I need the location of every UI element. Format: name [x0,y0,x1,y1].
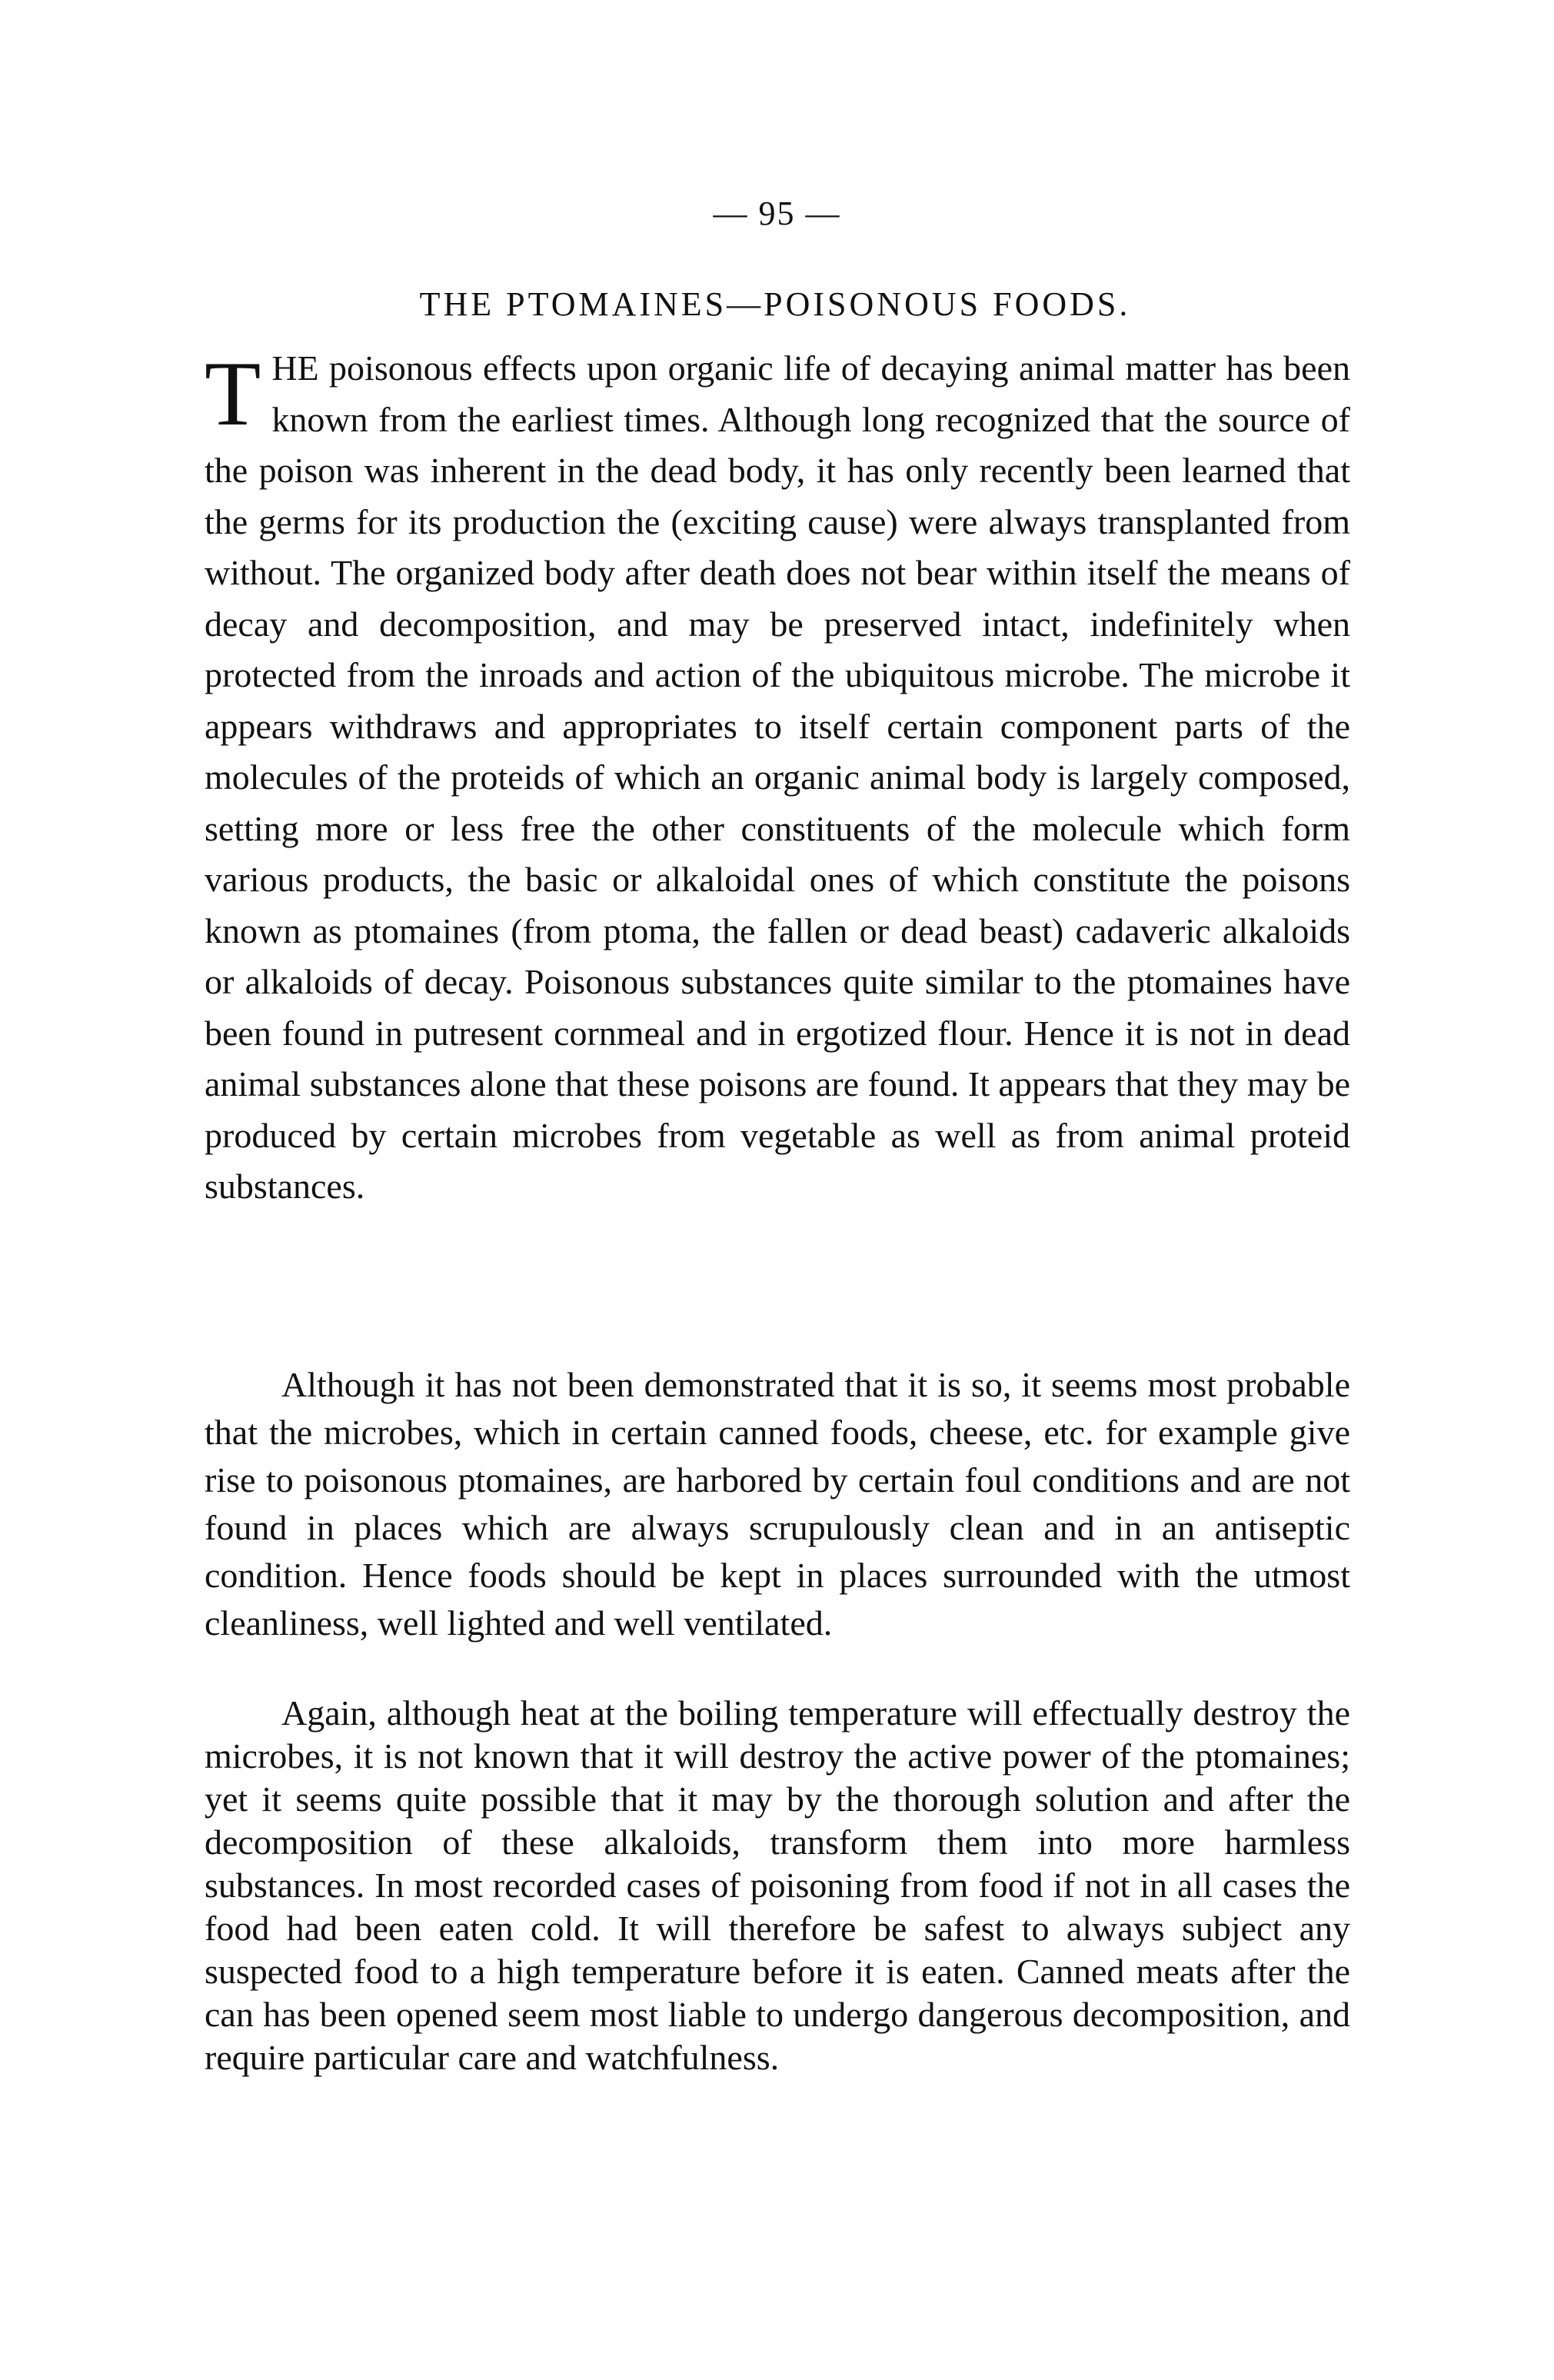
paragraph-3-block [205,1692,1350,2079]
paragraph-3: Again, although heat at the boiling temperature will effectually destroy the microbes, it is not known that it will destroy the active power of the ptomaines; yet it seems quite possible that it may by the thorough solution and after the decomposition of these alkaloids, transform them into more harmless substances. In most recorded cases of poisoning from food if not in all cases the food had been eaten cold. It will therefore be safest to always subject any suspected food to a high temperature before it is eaten. Canned meats after the can has been opened seem most liable to undergo dangerous decomposition, and require particular care and watchfulness. [205,1693,1350,2077]
chapter-title: THE PTOMAINES—POISONOUS FOODS. [419,285,1131,323]
paragraph-2: Although it has not been demonstrated that it is so, it seems most probable that the microbes, which in certain canned foods, cheese, etc. for example give rise to poisonous ptomaines, are harbored by certain foul conditions and are not found in places which are always scrupulously clean and in an antiseptic condition. Hence foods should be kept in places surrounded with the utmost cleanliness, well lighted and well ventilated. [205,1365,1350,1643]
paragraph-2-block [205,1361,1350,1647]
page-number: — 95 — [713,195,841,232]
paragraph-1-block [205,343,1350,1213]
paragraph-1-text: HE poisonous effects upon organic life of decaying animal matter has been known from the earliest times. Although long recognized that the source of the poison was inherent in the dead body, it has only recently been learned that the germs for its production the (exciting cause) were always transplanted from without. The organized body after death does not bear within itself the means of decay and decomposition, and may be preserved intact, indefinitely when protected from the inroads and action of the ubiquitous microbe. The microbe it appears withdraws and appropriates to itself certain component parts of the molecules of the proteids of which an organic animal body is largely composed, setting more or less free the other constituents of the molecule which form various products, the basic or alkaloidal ones of which constitute the poisons known as ptomaines (from ptoma, the fallen or dead beast) cadaveric alkaloids or alkaloids of decay. Poisonous substances quite similar to the ptomaines have been found in putresent cornmeal and in ergotized flour. Hence it is not in dead animal substances alone that these poisons are found. It appears that they may be produced by certain microbes from vegetable as well as from animal proteid substances. [205,348,1350,1206]
drop-cap-initial: T [205,342,261,444]
paragraph-1 [205,343,1350,1213]
